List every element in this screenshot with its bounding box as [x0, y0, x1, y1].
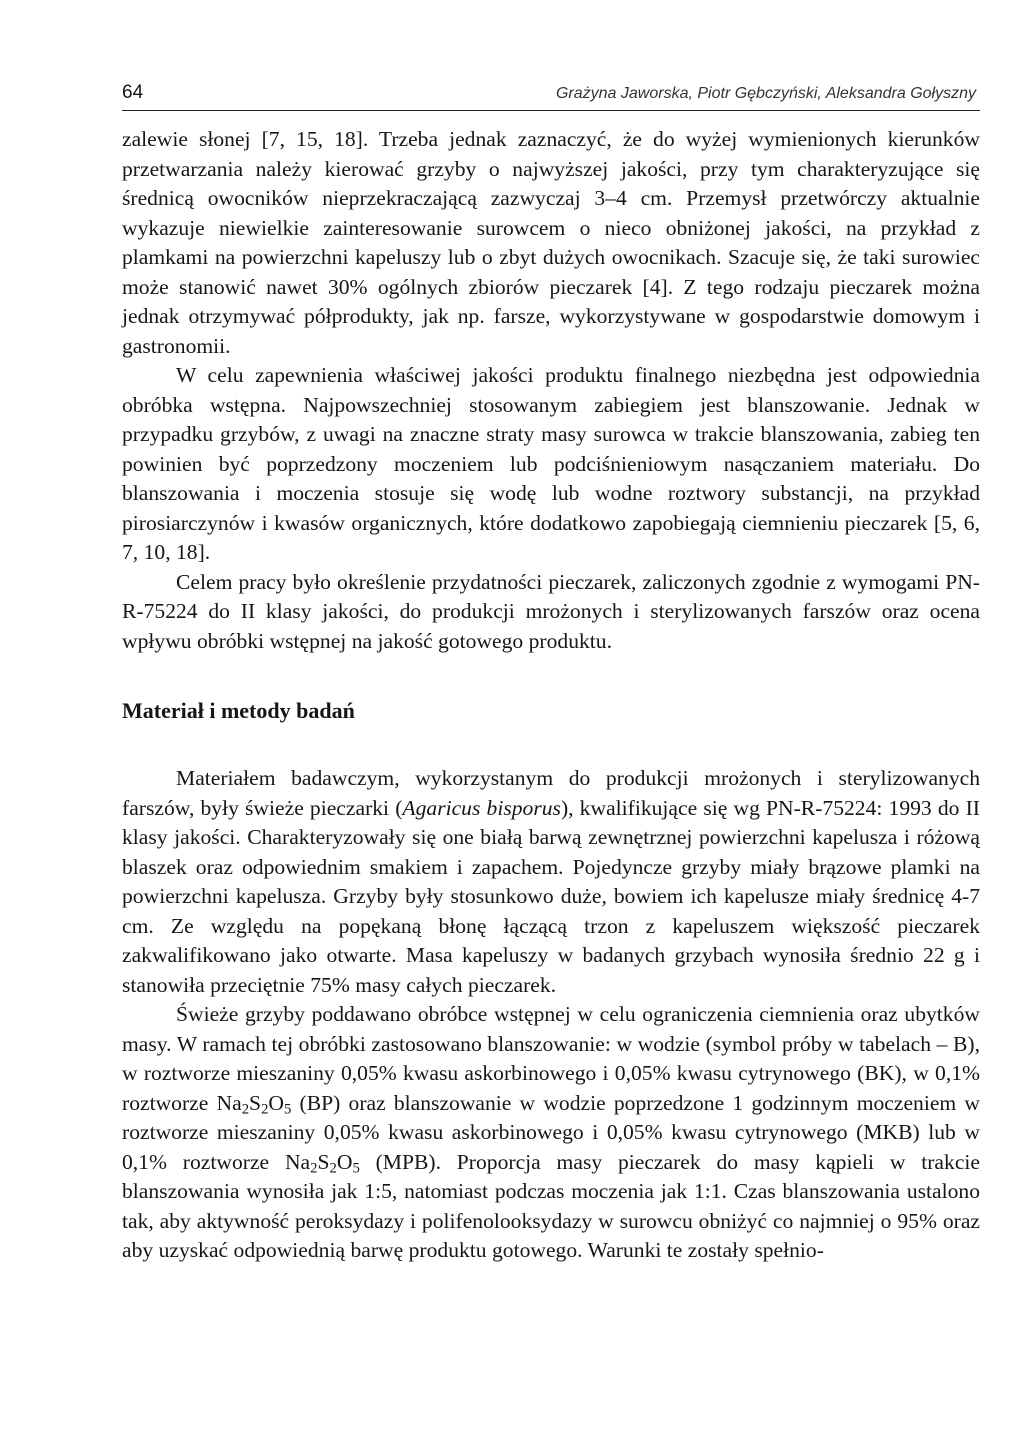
formula-subscript: 5 — [284, 1101, 292, 1118]
chemical-formula — [284, 1149, 360, 1177]
text-run: (MPB). Proporcja masy pieczarek do masy kąpieli w trakcie blanszowania wynosiła jak 1:5, natomiast podczas moczenia jak 1:1. Czas blanszowania ustalono tak, aby aktywność peroksydazy i polifenolooksydazy w surowcu obniżyć co najmniej o 95% oraz aby uzyskać odpowiednią barwę produktu gotowego. Warunki te zostały spełnio- — [122, 1149, 980, 1262]
chemical-formula — [216, 1090, 292, 1118]
text-run: (BP) oraz blanszowanie w wodzie poprzedzone 1 godzinnym moczeniem w roztworze mieszaniny 0,05% kwasu askorbinowego i 0,05% kwasu cytrynowego (MKB) lub w 0,1% roztworze — [122, 1090, 980, 1174]
formula-element: O — [268, 1090, 285, 1115]
formula-element: S — [249, 1090, 262, 1115]
species-name: Agaricus bisporus — [402, 795, 561, 820]
running-header-authors: Grażyna Jaworska, Piotr Gębczyński, Aleksandra Gołyszny — [555, 85, 976, 102]
page-number: 64 — [122, 82, 144, 103]
formula-element: Na — [216, 1090, 242, 1115]
formula-subscript: 5 — [352, 1160, 360, 1177]
section-heading: Materiał i metody badań — [122, 698, 355, 723]
paragraph — [122, 1000, 980, 1266]
paragraph: Celem pracy było określenie przydatności pieczarek, zaliczonych zgodnie z wymogami PN-R-75224 do II klasy jakości, do produkcji mrożonych i sterylizowanych farszów oraz ocena wpływu obróbki wstępnej na jakość gotowego produktu. — [122, 569, 980, 653]
formula-subscript: 2 — [329, 1160, 337, 1177]
formula-subscript: 2 — [261, 1101, 269, 1118]
formula-element: S — [317, 1149, 330, 1174]
body-text — [122, 125, 980, 1266]
paragraph: zalewie słonej [7, 15, 18]. Trzeba jednak zaznaczyć, że do wyżej wymienionych kierunków przetwarzania należy kierować grzyby o najwyższej jakości, przy tym charakteryzujące się średnicą owocników nieprzekraczającą zazwyczaj 3–4 cm. Przemysł przetwórczy aktualnie wykazuje niewielkie zainteresowanie surowcem o nieco obniżonej jakości, na przykład z plamkami na powierzchni kapeluszy lub o zbyt dużych owocnikach. Szacuje się, że taki surowiec może stanowić nawet 30% ogólnych zbiorów pieczarek [4]. Z tego rodzaju pieczarek można jednak otrzymywać półprodukty, jak np. farsze, wykorzystywane w gospodarstwie domowym i gastronomii. — [122, 127, 980, 358]
text-run: ), kwalifikujące się wg PN-R-75224: 1993 do II klasy jakości. Charakteryzowały się one białą barwą zewnętrznej powierzchni kapelusza i różową blaszek oraz odpowiednim smakiem i zapachem. Pojedyncze grzyby miały brązowe plamki na powierzchni kapelusza. Grzyby były stosunkowo duże, bowiem ich kapelusze miały średnicę 4-7 cm. Ze względu na popękaną błonę łączącą trzon z kapeluszem większość pieczarek zakwalifikowano jako otwarte. Masa kapeluszy w badanych grzybach wynosiła średnio 22 g i stanowiła przeciętnie 75% masy całych pieczarek. — [122, 795, 980, 997]
formula-element: O — [336, 1149, 353, 1174]
paragraph: W celu zapewnienia właściwej jakości produktu finalnego niezbędna jest odpowiednia obróbka wstępna. Najpowszechniej stosowanym zabiegiem jest blanszowanie. Jednak w przypadku grzybów, z uwagi na znaczne straty masy surowca w trakcie blanszowania, zabieg ten powinien być poprzedzony moczeniem lub podciśnieniowym nasączaniem materiału. Do blanszowania i moczenia stosuje się wodę lub wodne roztwory substancji, na przykład pirosiarczynów i kwasów organicznych, które dodatkowo zapobiegają ciemnieniu pieczarek [5, 6, 7, 10, 18]. — [122, 363, 980, 564]
formula-element: Na — [284, 1149, 311, 1174]
formula-subscript: 2 — [310, 1160, 318, 1177]
paragraph — [122, 764, 980, 1000]
running-header — [122, 82, 980, 111]
text-run: Materiałem badawczym, wykorzystanym do produkcji mrożonych i sterylizowanych farszów, były świeże pieczarki ( — [122, 766, 980, 820]
text-run: Świeże grzyby poddawano obróbce wstępnej w celu ograniczenia ciemnienia oraz ubytków masy. W ramach tej obróbki zastosowano blanszowanie: w wodzie (symbol próby w tabelach – B), w roztworze mieszaniny 0,05% kwasu askorbinowego i 0,05% kwasu cytrynowego (BK), w 0,1% roztworze — [122, 1002, 980, 1115]
formula-subscript: 2 — [241, 1101, 250, 1118]
